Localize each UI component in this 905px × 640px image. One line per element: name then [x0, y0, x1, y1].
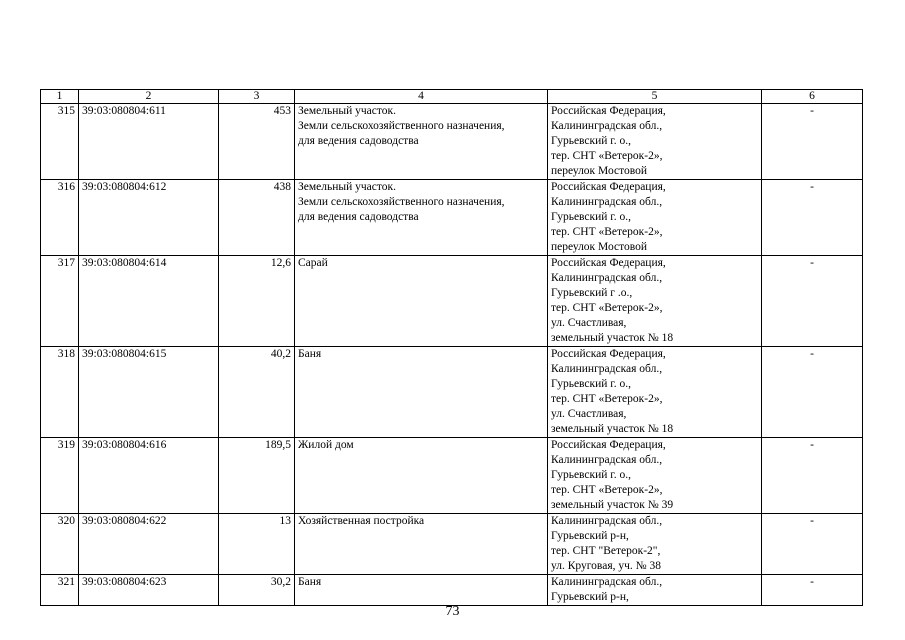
- area-cell: 438: [219, 180, 295, 256]
- address-line: Гурьевский р-н,: [551, 591, 629, 603]
- address-line: ул. Счастливая,: [551, 408, 627, 420]
- description-line: Сарай: [298, 257, 328, 269]
- area-cell: 40,2: [219, 347, 295, 438]
- cadastral-number-cell: 39:03:080804:612: [79, 180, 219, 256]
- area-cell: 453: [219, 104, 295, 180]
- address-line: тер. СНТ «Ветерок-2»,: [551, 393, 663, 405]
- address-line: Гурьевский г. о.,: [551, 211, 631, 223]
- address-cell: [548, 256, 762, 347]
- address-line: Калининградская обл.,: [551, 272, 663, 284]
- column-header-2: 2: [79, 90, 219, 104]
- description-cell: [295, 180, 548, 256]
- row-number-cell: 315: [41, 104, 79, 180]
- area-cell: 12,6: [219, 256, 295, 347]
- note-cell: -: [762, 256, 863, 347]
- column-header-3: 3: [219, 90, 295, 104]
- description-line: Земельный участок.: [298, 181, 396, 193]
- cadastral-number-cell: 39:03:080804:615: [79, 347, 219, 438]
- address-line: тер. СНТ «Ветерок-2»,: [551, 226, 663, 238]
- note-cell: -: [762, 180, 863, 256]
- column-header-6: 6: [762, 90, 863, 104]
- description-cell: [295, 256, 548, 347]
- address-cell: [548, 575, 762, 606]
- address-cell: [548, 514, 762, 575]
- address-line: переулок Мостовой: [551, 241, 647, 253]
- table-row: [41, 104, 863, 180]
- note-cell: -: [762, 104, 863, 180]
- description-line: Земли сельскохозяйственного назначения,: [298, 120, 505, 132]
- cadastral-number-cell: 39:03:080804:616: [79, 438, 219, 514]
- description-cell: [295, 347, 548, 438]
- column-header-1: 1: [41, 90, 79, 104]
- description-cell: [295, 514, 548, 575]
- address-line: переулок Мостовой: [551, 165, 647, 177]
- address-line: тер. СНТ «Ветерок-2»,: [551, 302, 663, 314]
- table-row: [41, 180, 863, 256]
- description-cell: [295, 575, 548, 606]
- row-number-cell: 317: [41, 256, 79, 347]
- cadastral-number-cell: 39:03:080804:611: [79, 104, 219, 180]
- address-line: Гурьевский г .о.,: [551, 287, 633, 299]
- cadastral-number-cell: 39:03:080804:623: [79, 575, 219, 606]
- address-line: тер. СНТ "Ветерок-2",: [551, 545, 661, 557]
- description-cell: [295, 104, 548, 180]
- address-line: Гурьевский г. о.,: [551, 135, 631, 147]
- address-line: Калининградская обл.,: [551, 515, 663, 527]
- address-line: Российская Федерация,: [551, 439, 666, 451]
- row-number-cell: 320: [41, 514, 79, 575]
- address-line: Калининградская обл.,: [551, 196, 663, 208]
- description-line: Жилой дом: [298, 439, 354, 451]
- address-line: Гурьевский р-н,: [551, 530, 629, 542]
- address-line: Калининградская обл.,: [551, 120, 663, 132]
- table-body: [41, 104, 863, 606]
- note-cell: -: [762, 347, 863, 438]
- address-line: Российская Федерация,: [551, 181, 666, 193]
- address-cell: [548, 180, 762, 256]
- area-cell: 13: [219, 514, 295, 575]
- row-number-cell: 321: [41, 575, 79, 606]
- address-cell: [548, 438, 762, 514]
- row-number-cell: 316: [41, 180, 79, 256]
- address-line: Калининградская обл.,: [551, 454, 663, 466]
- description-line: для ведения садоводства: [298, 135, 419, 147]
- table-row: [41, 575, 863, 606]
- address-line: тер. СНТ «Ветерок-2»,: [551, 484, 663, 496]
- address-line: тер. СНТ «Ветерок-2»,: [551, 150, 663, 162]
- description-line: Баня: [298, 348, 322, 360]
- address-line: Калининградская обл.,: [551, 576, 663, 588]
- cadastral-number-cell: 39:03:080804:614: [79, 256, 219, 347]
- table-row: [41, 256, 863, 347]
- row-number-cell: 319: [41, 438, 79, 514]
- address-line: ул. Счастливая,: [551, 317, 627, 329]
- description-line: для ведения садоводства: [298, 211, 419, 223]
- area-cell: 30,2: [219, 575, 295, 606]
- note-cell: -: [762, 514, 863, 575]
- address-line: Калининградская обл.,: [551, 363, 663, 375]
- page-number: 73: [445, 604, 460, 619]
- address-line: Российская Федерация,: [551, 348, 666, 360]
- table-row: [41, 347, 863, 438]
- registry-table: [40, 89, 863, 606]
- address-line: земельный участок № 18: [551, 332, 674, 344]
- description-line: Баня: [298, 576, 322, 588]
- description-line: Хозяйственная постройка: [298, 515, 425, 527]
- row-number-cell: 318: [41, 347, 79, 438]
- address-cell: [548, 347, 762, 438]
- address-line: земельный участок № 39: [551, 499, 674, 511]
- address-line: Гурьевский г. о.,: [551, 378, 631, 390]
- description-line: Земельный участок.: [298, 105, 396, 117]
- address-line: Российская Федерация,: [551, 257, 666, 269]
- cadastral-number-cell: 39:03:080804:622: [79, 514, 219, 575]
- description-cell: [295, 438, 548, 514]
- address-line: ул. Круговая, уч. № 38: [551, 560, 661, 572]
- area-cell: 189,5: [219, 438, 295, 514]
- address-line: Российская Федерация,: [551, 105, 666, 117]
- table-row: [41, 514, 863, 575]
- note-cell: -: [762, 438, 863, 514]
- table-row: [41, 438, 863, 514]
- address-line: земельный участок № 18: [551, 423, 674, 435]
- description-line: Земли сельскохозяйственного назначения,: [298, 196, 505, 208]
- column-header-5: 5: [548, 90, 762, 104]
- note-cell: -: [762, 575, 863, 606]
- address-line: Гурьевский г. о.,: [551, 469, 631, 481]
- column-header-4: 4: [295, 90, 548, 104]
- header-row: [41, 90, 863, 104]
- address-cell: [548, 104, 762, 180]
